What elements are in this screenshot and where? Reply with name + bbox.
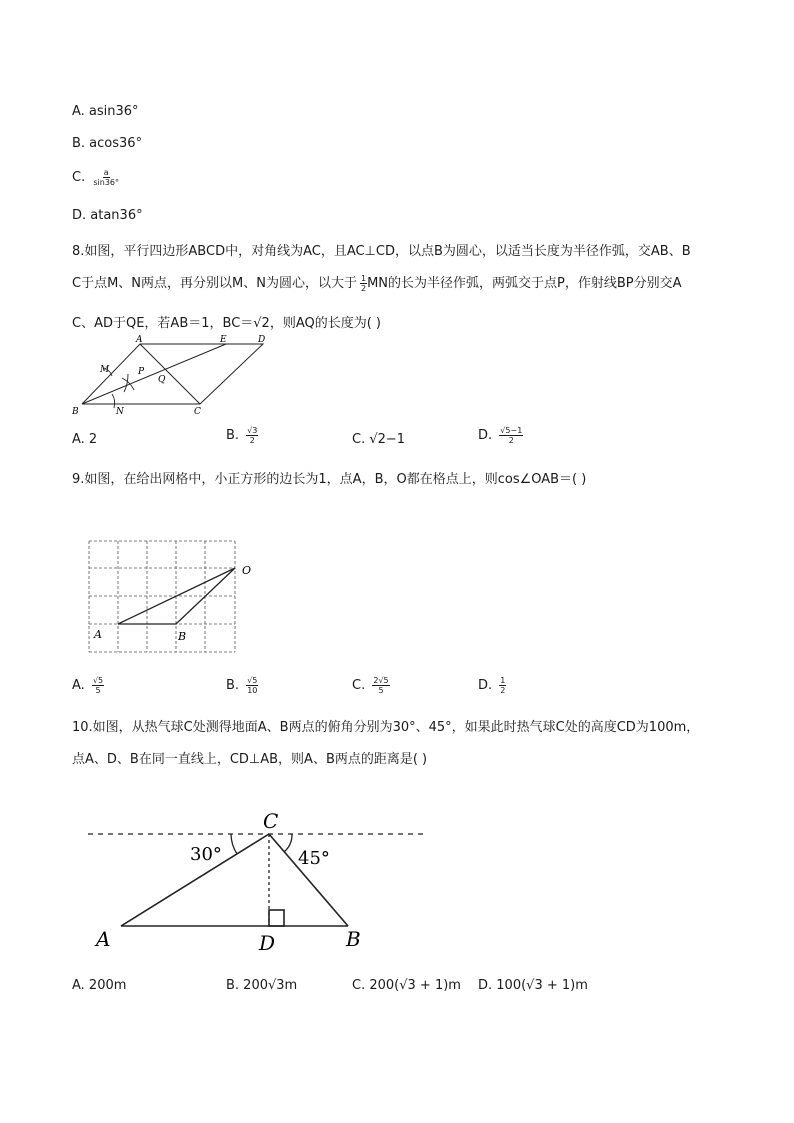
q10-option-a: A. 200m <box>72 978 127 993</box>
q8-half-denominator: 2 <box>360 284 367 293</box>
q8-option-d-numerator: √5−1 <box>500 426 523 435</box>
q9-label-b: B <box>178 630 187 643</box>
q7-option-a: A. asin36° <box>72 104 139 119</box>
q8-half-fraction <box>360 274 367 293</box>
q9-option-a <box>72 676 104 695</box>
q7-option-b: B. acos36° <box>72 136 143 151</box>
q8-label-c: C <box>194 407 201 417</box>
q8-label-a: A <box>136 335 143 345</box>
q7-option-c-fraction <box>92 168 120 187</box>
q10-angle-45-label: 45° <box>298 848 330 869</box>
q9-option-c-fraction <box>372 676 389 695</box>
q9-option-d-label: D. <box>478 678 493 693</box>
q8-option-b-fraction <box>246 426 258 445</box>
q8-label-m: M <box>100 365 110 375</box>
q8-option-b-numerator: √3 <box>247 426 258 435</box>
q8-option-d-fraction <box>499 426 523 445</box>
q9-option-d-numerator: 1 <box>500 676 506 685</box>
q9-label-a: A <box>94 628 102 641</box>
q8-stem-line3: C、AD于QE，若AB＝1，BC＝√2，则AQ的长度为( ) <box>72 316 382 331</box>
q10-balloon-figure <box>86 806 436 956</box>
q9-option-b-label: B. <box>226 678 240 693</box>
q7-option-c-numerator: a <box>103 168 109 177</box>
q8-option-a: A. 2 <box>72 432 98 447</box>
q9-option-a-fraction <box>92 676 104 695</box>
q8-option-d <box>478 426 523 445</box>
q8-option-c: C. √2−1 <box>352 432 406 447</box>
q10-stem-line1: 10.如图，从热气球C处测得地面A、B两点的俯角分别为30°、45°，如果此时热气球C处的高度CD为100m， <box>72 720 700 735</box>
q9-stem: 9.如图，在给出网格中，小正方形的边长为1，点A，B，O都在格点上，则cos∠OAB＝( ) <box>72 472 587 487</box>
q8-option-d-denominator: 2 <box>508 436 514 445</box>
q8-option-b <box>226 426 258 445</box>
q8-label-p: P <box>138 367 145 377</box>
q8-option-b-label: B. <box>226 428 240 443</box>
q9-option-c-denominator: 5 <box>378 686 384 695</box>
q10-right-angle-mark <box>269 910 284 926</box>
q8-option-b-denominator: 2 <box>249 436 255 445</box>
q8-label-e: E <box>220 335 227 345</box>
q9-option-c-numerator: 2√5 <box>373 676 389 685</box>
q7-option-c-label: C. <box>72 170 86 185</box>
q9-option-d-denominator: 2 <box>500 686 506 695</box>
q9-grid-lines <box>89 541 235 652</box>
q8-label-q: Q <box>158 375 166 385</box>
q8-label-n: N <box>116 407 124 417</box>
q9-option-d <box>478 676 506 695</box>
q8-stem-line1: 8.如图，平行四边形ABCD中，对角线为AC，且AC⊥CD，以点B为圆心，以适当长度为半径作弧，交AB、B <box>72 244 691 259</box>
q9-option-a-numerator: √5 <box>92 676 104 685</box>
q9-label-o: O <box>242 564 252 577</box>
q7-option-c-denominator: sin36° <box>93 178 119 187</box>
q8-stem-line2-part1: C于点M、N两点，再分别以M、N为圆心，以大于 <box>72 276 357 291</box>
q8-arc-p2 <box>124 374 128 392</box>
q9-option-b-denominator: 10 <box>247 686 258 695</box>
q8-stem-line2 <box>72 272 682 293</box>
q8-option-d-label: D. <box>478 428 493 443</box>
q8-diagonal-ac <box>140 344 200 404</box>
q10-option-d: D. 100(√3 + 1)m <box>478 978 588 993</box>
q10-label-b: B <box>346 927 361 951</box>
q10-angle-45-arc <box>284 834 292 852</box>
q10-label-a: A <box>96 927 111 951</box>
q10-option-b: B. 200√3m <box>226 978 298 993</box>
q8-arc-n <box>112 394 115 408</box>
q10-stem-line2: 点A、D、B在同一直线上，CD⊥AB，则A、B两点的距离是( ) <box>72 752 428 767</box>
q10-angle-30-arc <box>231 834 237 854</box>
q9-option-a-label: A. <box>72 678 85 693</box>
q8-half-numerator: 1 <box>360 274 367 283</box>
q9-option-a-denominator: 5 <box>95 686 101 695</box>
q9-option-b-numerator: √5 <box>247 676 258 685</box>
q8-label-b: B <box>72 407 79 417</box>
q10-option-c: C. 200(√3 + 1)m <box>352 978 461 993</box>
q7-option-d: D. atan36° <box>72 208 143 223</box>
q10-label-c: C <box>263 809 279 833</box>
q10-label-d: D <box>259 931 276 955</box>
q9-option-b <box>226 676 258 695</box>
q9-option-d-fraction <box>499 676 506 695</box>
q10-angle-30-label: 30° <box>190 844 222 865</box>
q9-option-c-label: C. <box>352 678 366 693</box>
q8-label-d: D <box>258 335 266 345</box>
q9-option-c <box>352 676 390 695</box>
q8-stem-line2-part2: MN的长为半径作弧，两弧交于点P，作射线BP分别交A <box>367 276 682 291</box>
q8-parallelogram-figure <box>60 332 280 422</box>
q9-grid-figure <box>86 538 266 658</box>
q9-option-b-fraction <box>246 676 258 695</box>
q7-option-c <box>72 168 120 187</box>
